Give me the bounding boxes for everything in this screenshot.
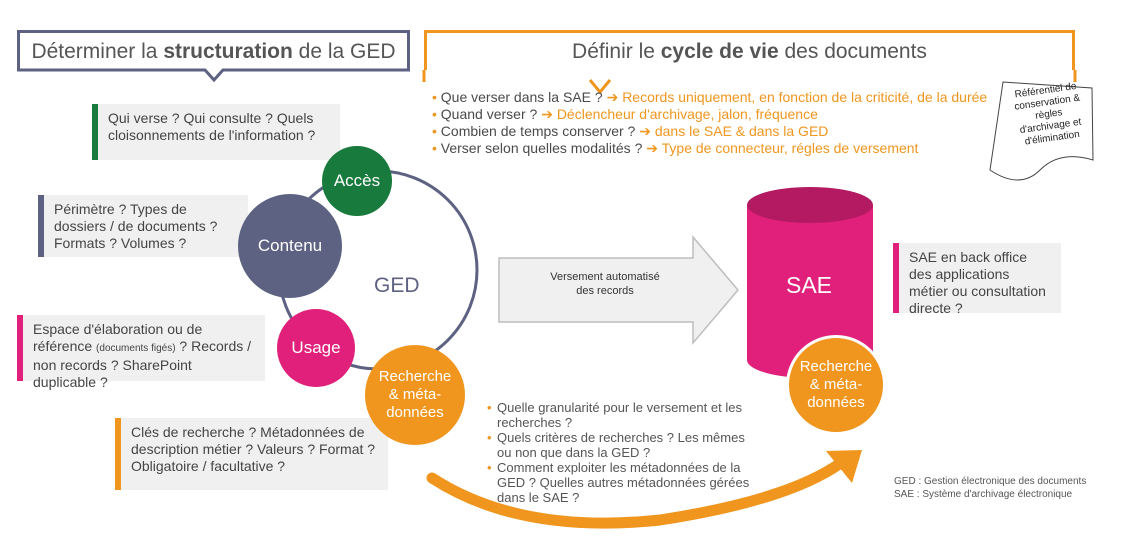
title-left-bottom [17, 70, 410, 80]
circle-usage: Usage [277, 309, 355, 387]
cycle-item: • Verser selon quelles modalités ? ➔ Type de connecteur, régles de versement [432, 140, 919, 156]
sae-cylinder-top [747, 187, 873, 223]
circle-recherche-ged: Recherche & méta-données [365, 345, 465, 445]
sae-label: SAE [786, 272, 833, 298]
list-item: • Quels critères de recherches ? Les mêmes ou non que dans la GED ? [487, 430, 762, 460]
note-usage: Espace d'élaboration ou de référence (documents figés) ? Records / non records ? SharePoint duplicable ? [17, 315, 265, 381]
legend-sae: SAE : Système d'archivage électronique [894, 489, 1073, 500]
note-contenu: Périmètre ? Types de dossiers / de documents ? Formats ? Volumes ? [38, 195, 248, 257]
note-acces: Qui verse ? Qui consulte ? Quels cloisonnements de l'information ? [92, 104, 340, 160]
circle-acces: Accès [322, 146, 392, 216]
list-item: • Comment exploiter les métadonnées de la GED ? Quelles autres métadonnées gérées dans le SAE ? [487, 460, 762, 505]
title-cycle-de-vie-text: Définir le cycle de vie des documents [572, 39, 927, 63]
cycle-item: • Combien de temps conserver ? ➔ dans le SAE & dans la GED [432, 123, 829, 139]
cycle-item: • Que verser dans la SAE ? ➔ Records uniquement, en fonction de la criticité, de la durée [432, 89, 988, 105]
note-sae: SAE en back office des applications métier ou consultation directe ? [893, 243, 1061, 313]
versement-label: Versement automatisé des records [550, 271, 660, 297]
title-structuration-text: Déterminer la structuration de la GED [31, 39, 396, 63]
note-recherche: Clés de recherche ? Métadonnées de description métier ? Valeurs ? Format ? Obligatoire / facultative ? [115, 418, 388, 490]
legend-ged: GED : Gestion électronique des documents [894, 476, 1087, 487]
circle-recherche-sae: Recherche & méta-données [786, 335, 886, 435]
circle-contenu: Contenu [238, 194, 342, 298]
cycle-list [432, 89, 987, 157]
legend [894, 475, 1086, 501]
list-item: • Quelle granularité pour le versement et les recherches ? [487, 400, 762, 430]
referentiel-text: Référentiel de conservation & règles d'archivage et d'élimination [1013, 80, 1083, 148]
questions-list [487, 400, 762, 505]
cycle-item: • Quand verser ? ➔ Déclencheur d'archivage, jalon, fréquence [432, 106, 818, 122]
cycle-box-outline [424, 70, 1075, 82]
ged-label: GED [374, 274, 420, 297]
